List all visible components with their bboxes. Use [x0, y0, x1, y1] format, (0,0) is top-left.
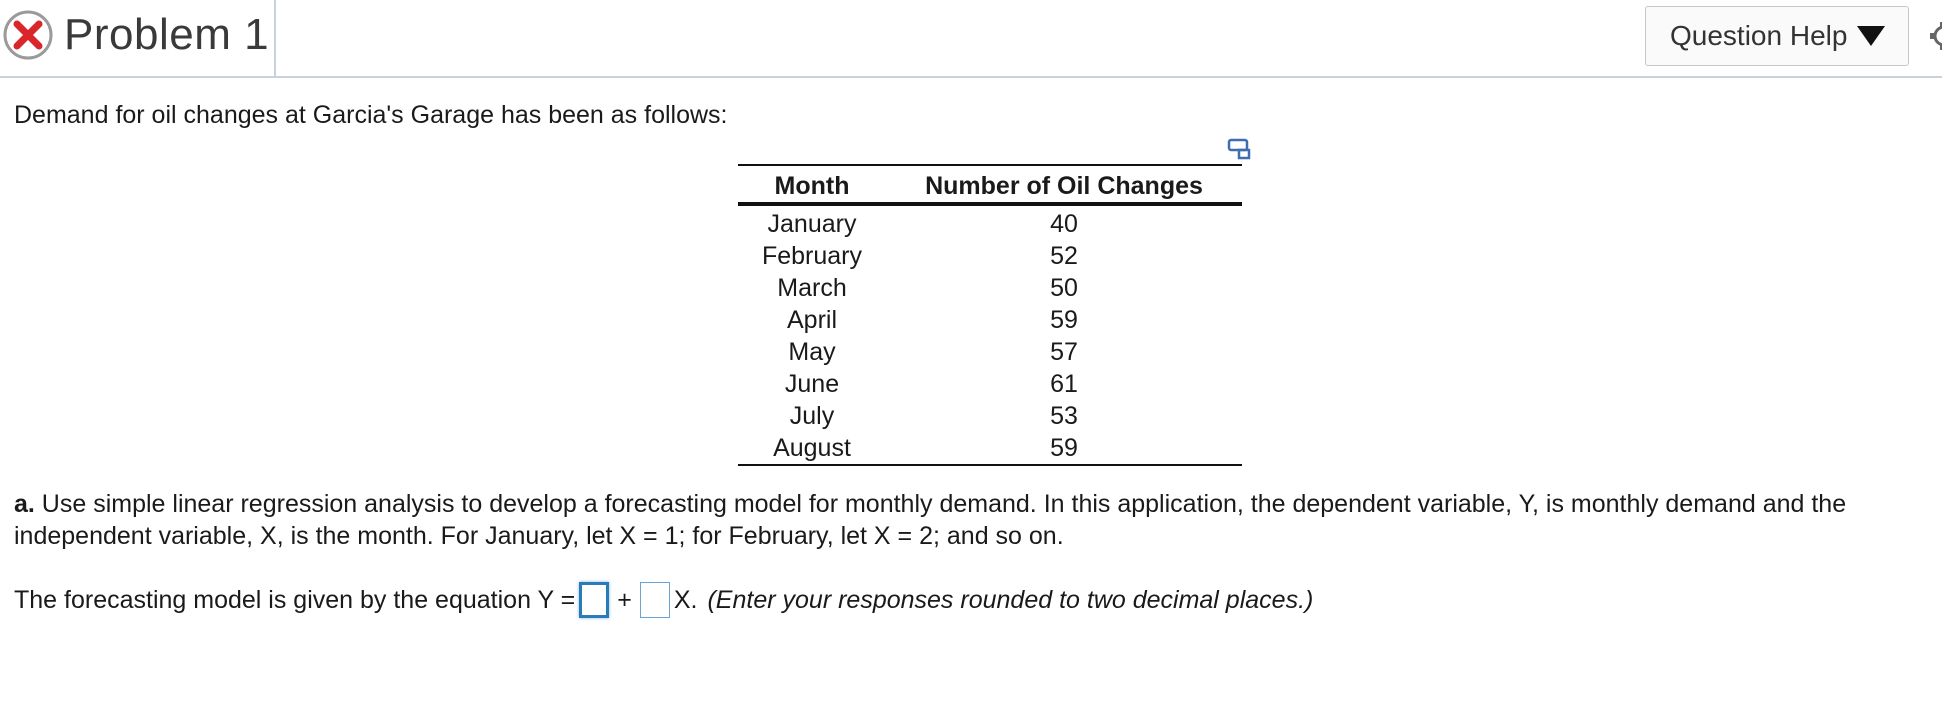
part-a-text: Use simple linear regression analysis to develop a forecasting model for monthly demand. In this application, the dependent variable, Y, is monthly demand and the independent variable, X, is the month. For January, let X = 1; for February, let X = 2; and so on.: [14, 490, 1847, 550]
table-row: [738, 272, 1242, 304]
table-row: [738, 432, 1242, 465]
month-cell: May: [788, 338, 836, 366]
value-cell: 50: [1050, 274, 1078, 302]
divider: [274, 0, 276, 76]
value-cell: 40: [1050, 210, 1078, 238]
rounding-instruction: (Enter your responses rounded to two decimal places.): [707, 586, 1314, 614]
part-a-label: a.: [14, 490, 35, 518]
table-row: [738, 304, 1242, 336]
triangle-down-icon: [1857, 26, 1885, 46]
x-suffix: X.: [673, 586, 698, 614]
column-header-oil-changes: Number of Oil Changes: [886, 165, 1242, 204]
table-row: [738, 336, 1242, 368]
column-header-month: Month: [738, 165, 886, 204]
demand-table: [738, 164, 1242, 466]
table-header-row: [738, 165, 1242, 204]
month-cell: February: [761, 242, 863, 270]
month-cell: January: [767, 210, 857, 238]
gear-icon[interactable]: [1926, 16, 1942, 56]
intercept-input[interactable]: [579, 582, 609, 618]
table-row: [738, 400, 1242, 432]
equation-prefix: The forecasting model is given by the equation Y =: [14, 586, 576, 614]
value-cell: 52: [1050, 242, 1078, 270]
month-cell: August: [773, 434, 851, 462]
plus-sign: +: [617, 586, 632, 614]
question-help-label: Question Help: [1670, 20, 1848, 51]
table-row: [738, 240, 1242, 272]
part-a-question: [14, 488, 1934, 552]
month-cell: June: [784, 370, 840, 398]
problem-intro: Demand for oil changes at Garcia's Garage has been as follows:: [14, 101, 728, 129]
incorrect-x-icon: [2, 9, 54, 61]
problem-title: Problem 1: [64, 10, 270, 59]
table-row: [738, 368, 1242, 400]
header-bar: [0, 0, 1942, 78]
month-cell: July: [789, 402, 835, 430]
value-cell: 57: [1050, 338, 1078, 366]
month-cell: April: [786, 306, 837, 334]
value-cell: 59: [1050, 434, 1078, 462]
slope-input[interactable]: [640, 582, 670, 618]
month-cell: March: [777, 274, 847, 302]
copy-data-icon[interactable]: [1227, 138, 1253, 160]
value-cell: 61: [1050, 370, 1078, 398]
table-row: [738, 204, 1242, 240]
value-cell: 59: [1050, 306, 1078, 334]
value-cell: 53: [1050, 402, 1078, 430]
question-help-button[interactable]: [1645, 6, 1909, 66]
equation-line: [14, 580, 1313, 620]
